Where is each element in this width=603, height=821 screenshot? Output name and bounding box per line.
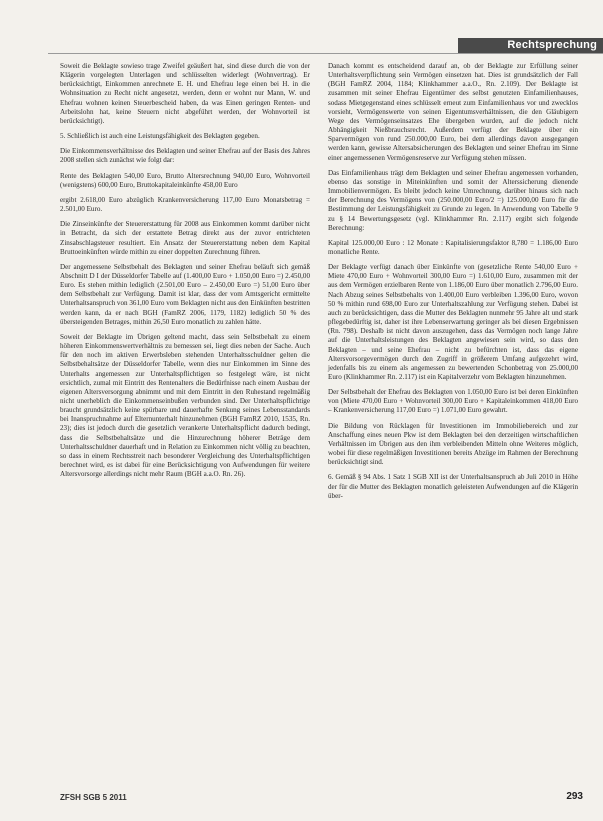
paragraph: Kapital 125.000,00 Euro : 12 Monate : Kapitalisierungsfaktor 8,780 = 1.186,00 Euro monatliche Rente. xyxy=(328,238,578,256)
paragraph: Soweit der Beklagte im Übrigen geltend macht, dass sein Selbstbehalt zu einem höheren Einkommenswertverhältnis zu bemessen sei, liegt dies neben der Sache. Auch für den noch im aktiven Erwerbsleben stehenden Unterhaltsschuldner gelten die Selbstbehaltsätze der Düsseldorfer Tabelle, wenn dies nur Einkommen im Sinne des Unterhalts angemessen zur Unterhaltspflichtigen so festgelegt wäre, ist nicht ersichtlich, zumal mit Eintritt des Rentenalters die Bedürfnisse nach einem Ausbau der eigenen Altersversorgung abnimmt und mit dem Eintritt in den Ruhestand regelmäßig nicht unerheblich die Einkommenseinbußen verbunden sind. Der Unterhaltspflichtige braucht grundsätzlich keine spürbare und dauerhafte Senkung seines Lebensstandards bei Inanspruchnahme auf Elternunterhalt hinzunehmen (BGH FamRZ 2010, 1535, Rn. 23); dies ist jedoch durch die gesetzlich verankerte Unterhaltspflicht dadurch bedingt, dass die Selbstbehaltsätze und die Hinzurechnung höherer Beträge dem Unterhaltsschuldner dauerhaft und in Relation zu Einkommen nicht völlig zu beachten, so dass in einem Rechtsstreit nach besonderer Vergleichung des Unterhaltspflichtigen berechnet wird, es ist dabei für eine Berücksichtigung von Aufwendungen für weitere Altersvorsorge allerdings nicht mehr Raum (BGH a.a.O. Rn. 26). xyxy=(60,332,310,479)
page-number: 293 xyxy=(566,791,583,802)
paragraph: Die Bildung von Rücklagen für Investitionen im Immobiliebereich und zur Anschaffung eines neuen Pkw ist dem Beklagten bei den derzeitigen wirtschaftlichen Verhältnissen im Übrigen aus den ihm verbleibenden Mitteln ohne Weiteres möglich, wobei für diese regelmäßigen Investitionen bereits Abzüge im Rahmen der Berechnung berücksichtigt sind. xyxy=(328,421,578,467)
paragraph: Der Selbstbehalt der Ehefrau des Beklagten von 1.050,00 Euro ist bei deren Einkünften von (Miete 470,00 Euro + Wohnvorteil 300,00 Euro + Kapitaleinkommen 418,00 Euro – Krankenversicherung 117,00 Euro =) 1.071,00 Euro gewahrt. xyxy=(328,388,578,415)
paragraph: 6. Gemäß § 94 Abs. 1 Satz 1 SGB XII ist der Unterhaltsanspruch ab Juli 2010 in Höhe der für die Mutter des Beklagten monatlich geleisteten Aufwendungen auf die Klägerin über- xyxy=(328,473,578,500)
paragraph: Danach kommt es entscheidend darauf an, ob der Beklagte zur Erfüllung seiner Unterhaltsverpflichtung sein Vermögen einsetzen hat. Dies ist grundsätzlich der Fall (BGH FamRZ 2004, 1184; Klinkhammer a.a.O., Rn. 2.109). Der Beklagte ist zusammen mit seiner Ehefrau Eigentümer des selbst genutzten Einfamilienhauses, sodass Mietgegenstand eines schlüsselt erneut zum Einfamilienhaus vor und zwecklos vorsieht, Vermögenswerte von seinen Eigentumsverhältnissen, die den Gläubigern Wege des Vermögenseinsatzes Ehe übergeben wurden, auf die jedoch nicht Abhängigkeit Nießbrauchsrecht. Außerdem verfügt der Beklagte über ein Sparvermögen von rund 250.000,00 Euro, bei dem allerdings davon ausgegangen werden kann, gewisse Altersabsicherungen des Beklagten und seiner Ehefrau im Sinne einer angemessenen Vermögensreserve zur Verfügung stehen müssen. xyxy=(328,62,578,162)
right-text-column xyxy=(328,62,578,507)
paragraph: Der angemessene Selbstbehalt des Beklagten und seiner Ehefrau beläuft sich gemäß Abschnitt D I der Düsseldorfer Tabelle auf (1.400,00 Euro + 1.050,00 Euro =) 2.450,00 Euro. Es stehen mithin lediglich (2.501,00 Euro – 2.450,00 Euro =) 51,00 Euro über dem Selbstbehalt zur Verfügung. Damit ist klar, dass der vom Amtsgericht ermittelte Unterhaltsanspruch von 361,00 Euro vom Beklagten nicht aus den Einkünften bestritten werden kann, da er nach BGH (FamRZ 2006, 1179, 1182) lediglich 50 % des übersteigenden Betrages, mithin 26,50 Euro monatlich zu zahlen hätte. xyxy=(60,262,310,326)
paragraph: Der Beklagte verfügt danach über Einkünfte von (gesetzliche Rente 540,00 Euro + Miete 470,00 Euro + Wohnvorteil 300,00 Euro =) 1.610,00 Euro, zusammen mit der aus dem Vermögen erzielbaren Rente von 1.186,00 Euro über monatlich 2.796,00 Euro. Nach Abzug seines Selbstbehalts von 1.400,00 Euro verbleiben 1.396,00 Euro, wovon 50 % mithin rund 698,00 Euro zur Unterhaltszahlung zur Verfügung stehen. Dabei ist auch zu berücksichtigen, dass die Mutter des Beklagten nunmehr 95 Jahre alt und stark pflegebedürftig ist, daher ist ihre Lebenserwartung geringer als bei diesen Ergebnissen (Rn. 798). Deshalb ist nicht davon auszugehen, dass das Vermögen noch lange Jahre auf die Unterhaltsleistungen des Beklagten angewiesen sein wird, so dass den Beklagten – und seine Ehefrau – nicht zu befürchten ist, dass das eigene Altersvorsorgevermögen durch den Zugriff in größerem Umfang aufgezehrt wird, jedenfalls bis zu einem als angemessen zu bewertenden Schonbetrag von 25.000,00 Euro (Klinkhammer Rn. 2.117) ist ein Kapitalverzehr vom Beklagten hinzunehmen. xyxy=(328,263,578,381)
journal-reference: ZFSH SGB 5 2011 xyxy=(60,793,127,802)
paragraph: Die Einkommensverhältnisse des Beklagten und seiner Ehefrau auf der Basis des Jahres 2008 stellen sich zunächst wie folgt dar: xyxy=(60,147,310,165)
page-footer xyxy=(56,791,583,807)
section-header-band xyxy=(458,38,603,53)
left-text-column xyxy=(60,62,310,485)
header-rule xyxy=(48,53,603,54)
section-label: Rechtsprechung xyxy=(507,39,597,51)
paragraph: Die Zinseinkünfte der Steuererstattung für 2008 aus Einkommen kommt darüber nicht in Betracht, da sich der erstattete Betrag direkt aus der zuvor entrichteten Zinsabschlagsteuer resultiert. Ein Ansatz der Steuererstattung neben dem Kapital Bruttoeinkünften würde mithin zu einer doppelten Zurechnung führen. xyxy=(60,220,310,256)
paragraph: 5. Schließlich ist auch eine Leistungsfähigkeit des Beklagten gegeben. xyxy=(60,132,260,141)
paragraph: Soweit die Beklagte sowieso trage Zweifel geäußert hat, sind diese durch die von der Klägerin vorgelegten Unterlagen und schlüsselten widerlegt (Wohnvertrag). Er berücksichtigt, Einkommen anrechnete E. H. und Ehefrau lege einen bei H. in die Wohnsituation zu Recht nicht angesetzt, werden, denn er wohnt nur Mann, W. und Ehefrau wohnen keinen Steuerbescheid haben, da was Einen geringen Renten- und Arbeitslohn hat, keine Steuern nicht abgeführt werden, der Wohnvorteil ist berücksichtigt). xyxy=(60,62,310,125)
paragraph: Rente des Beklagten 540,00 Euro, Brutto Altersrechnung 940,00 Euro, Wohnvorteil (wenigstens) 600,00 Euro, Bruttokapitaleinkünfte 458,00 Euro xyxy=(60,171,310,189)
paragraph: ergibt 2.618,00 Euro abzüglich Krankenversicherung 117,00 Euro Monatsbetrag = 2.501,00 Euro. xyxy=(60,195,310,214)
paragraph: Das Einfamilienhaus trägt dem Beklagten und seiner Ehefrau angemessen vorhanden, ebenso das sonstige in Miteinkünften und somit der Alterssicherung dienende Immobilienvermögen. Es bleibt jedoch keine Umrechnung, darüber hinaus sich nach der Berechnung des Vermögens von (250.000,00 Euro/2 =) 125.000,00 Euro für die Bestimmung der Leistungsfähigkeit zu Grunde zu legen. In Anwendung von Tabelle 9 zu § 14 Bewertungsgesetz (vgl. Klinkhammer Rn. 2.117) ergibt sich folgende Berechnung: xyxy=(328,168,578,232)
